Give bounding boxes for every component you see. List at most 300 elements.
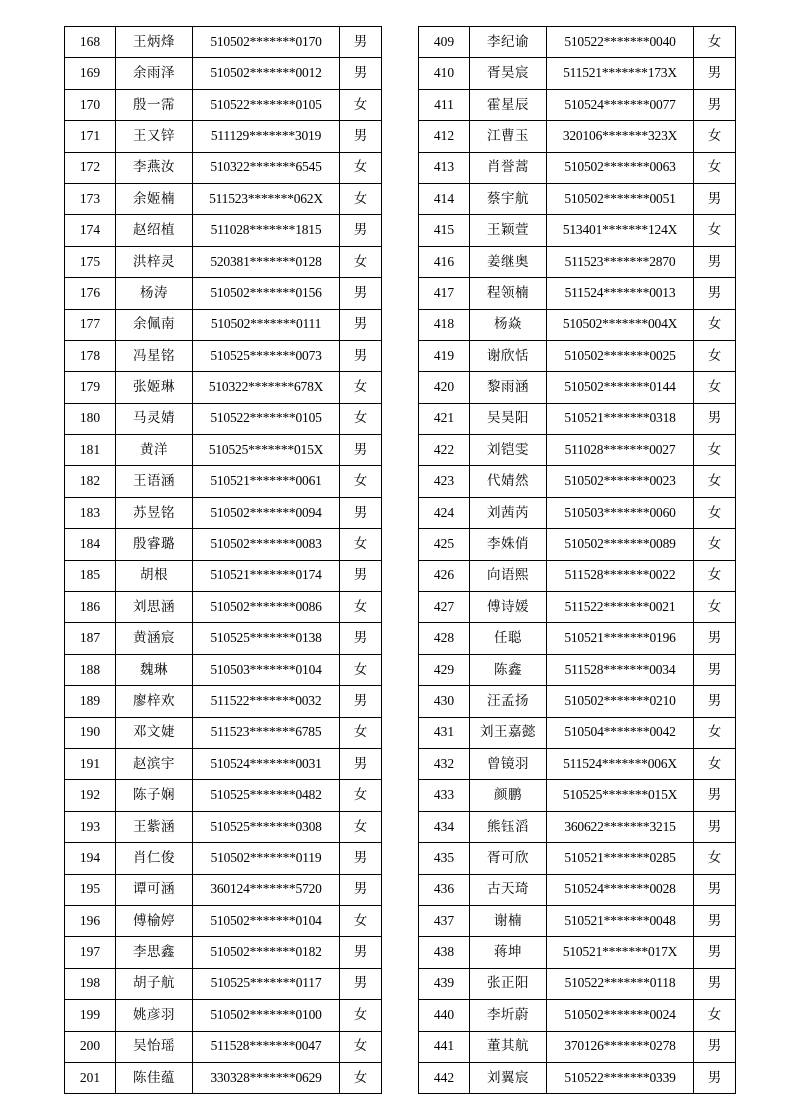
- cell-name: 冯星铭: [116, 340, 193, 371]
- cell-name: 肖仁俊: [116, 843, 193, 874]
- cell-id-number: 511524*******006X: [547, 748, 694, 779]
- table-row: [419, 968, 736, 999]
- table-row: [419, 1031, 736, 1062]
- cell-sex: 女: [340, 780, 382, 811]
- cell-name: 代婧然: [470, 466, 547, 497]
- cell-name: 杨涛: [116, 278, 193, 309]
- cell-sequence: 184: [65, 529, 116, 560]
- cell-sex: 男: [694, 403, 736, 434]
- cell-sequence: 435: [419, 843, 470, 874]
- cell-sex: 女: [340, 89, 382, 120]
- cell-name: 霍星辰: [470, 89, 547, 120]
- cell-sequence: 431: [419, 717, 470, 748]
- cell-sequence: 433: [419, 780, 470, 811]
- cell-sequence: 189: [65, 686, 116, 717]
- table-row: [419, 278, 736, 309]
- cell-name: 李燕汝: [116, 152, 193, 183]
- cell-sequence: 434: [419, 811, 470, 842]
- cell-sequence: 170: [65, 89, 116, 120]
- cell-id-number: 320106*******323X: [547, 121, 694, 152]
- cell-sex: 女: [340, 592, 382, 623]
- cell-sex: 男: [694, 58, 736, 89]
- cell-sequence: 413: [419, 152, 470, 183]
- cell-name: 余佩南: [116, 309, 193, 340]
- cell-name: 李姝俏: [470, 529, 547, 560]
- cell-id-number: 510502*******0104: [193, 905, 340, 936]
- cell-name: 曾镜羽: [470, 748, 547, 779]
- cell-sequence: 180: [65, 403, 116, 434]
- cell-sex: 女: [340, 811, 382, 842]
- cell-sequence: 416: [419, 246, 470, 277]
- table-row: [419, 183, 736, 214]
- cell-id-number: 510502*******0023: [547, 466, 694, 497]
- cell-id-number: 510322*******6545: [193, 152, 340, 183]
- cell-sequence: 176: [65, 278, 116, 309]
- cell-id-number: 510503*******0060: [547, 497, 694, 528]
- cell-id-number: 510502*******004X: [547, 309, 694, 340]
- cell-id-number: 510521*******0061: [193, 466, 340, 497]
- cell-sex: 女: [340, 1062, 382, 1093]
- cell-sex: 男: [694, 937, 736, 968]
- cell-sex: 男: [694, 183, 736, 214]
- cell-id-number: 510521*******0318: [547, 403, 694, 434]
- cell-id-number: 510502*******0024: [547, 1000, 694, 1031]
- table-row: [419, 246, 736, 277]
- cell-id-number: 510502*******0170: [193, 27, 340, 58]
- cell-sex: 男: [340, 121, 382, 152]
- cell-sequence: 425: [419, 529, 470, 560]
- cell-sex: 男: [694, 780, 736, 811]
- cell-sex: 男: [694, 246, 736, 277]
- cell-sequence: 186: [65, 592, 116, 623]
- table-row: [65, 968, 382, 999]
- table-row: [65, 937, 382, 968]
- cell-sex: 女: [694, 748, 736, 779]
- cell-sex: 女: [694, 340, 736, 371]
- table-row: [65, 623, 382, 654]
- cell-name: 傅诗媛: [470, 592, 547, 623]
- roster-tables-container: [79, 26, 722, 1094]
- cell-id-number: 510525*******0308: [193, 811, 340, 842]
- cell-sex: 女: [694, 497, 736, 528]
- cell-sex: 女: [340, 246, 382, 277]
- roster-table-right-body: [419, 27, 736, 1094]
- cell-sex: 男: [340, 309, 382, 340]
- table-row: [419, 466, 736, 497]
- cell-name: 傅榆婷: [116, 905, 193, 936]
- table-row: [65, 246, 382, 277]
- cell-id-number: 510322*******678X: [193, 372, 340, 403]
- table-row: [65, 748, 382, 779]
- table-row: [419, 27, 736, 58]
- cell-sex: 男: [340, 560, 382, 591]
- cell-id-number: 510525*******0117: [193, 968, 340, 999]
- cell-id-number: 510521*******017X: [547, 937, 694, 968]
- cell-sequence: 185: [65, 560, 116, 591]
- table-row: [65, 372, 382, 403]
- cell-name: 苏昱铭: [116, 497, 193, 528]
- table-row: [65, 403, 382, 434]
- table-row: [419, 592, 736, 623]
- cell-sequence: 194: [65, 843, 116, 874]
- cell-sex: 女: [340, 466, 382, 497]
- cell-sex: 男: [340, 623, 382, 654]
- cell-name: 余姬楠: [116, 183, 193, 214]
- cell-id-number: 511129*******3019: [193, 121, 340, 152]
- cell-name: 殷一霈: [116, 89, 193, 120]
- cell-sequence: 419: [419, 340, 470, 371]
- table-row: [419, 121, 736, 152]
- cell-sequence: 429: [419, 654, 470, 685]
- table-row: [419, 717, 736, 748]
- cell-id-number: 510502*******0025: [547, 340, 694, 371]
- cell-sex: 女: [694, 152, 736, 183]
- table-row: [419, 937, 736, 968]
- cell-name: 刘思涵: [116, 592, 193, 623]
- cell-name: 王炳烽: [116, 27, 193, 58]
- cell-id-number: 511522*******0021: [547, 592, 694, 623]
- table-row: [419, 623, 736, 654]
- cell-id-number: 510502*******0012: [193, 58, 340, 89]
- cell-id-number: 510522*******0105: [193, 403, 340, 434]
- cell-sequence: 191: [65, 748, 116, 779]
- cell-name: 王又锌: [116, 121, 193, 152]
- cell-sex: 男: [340, 27, 382, 58]
- cell-id-number: 510502*******0144: [547, 372, 694, 403]
- cell-sequence: 441: [419, 1031, 470, 1062]
- roster-table-right: [418, 26, 736, 1094]
- cell-name: 杨焱: [470, 309, 547, 340]
- cell-sex: 男: [694, 905, 736, 936]
- table-row: [65, 1031, 382, 1062]
- cell-sequence: 197: [65, 937, 116, 968]
- table-row: [65, 780, 382, 811]
- cell-sex: 男: [340, 215, 382, 246]
- cell-sequence: 187: [65, 623, 116, 654]
- cell-sequence: 442: [419, 1062, 470, 1093]
- cell-sex: 男: [340, 937, 382, 968]
- cell-sequence: 181: [65, 435, 116, 466]
- cell-sequence: 417: [419, 278, 470, 309]
- cell-name: 邓文婕: [116, 717, 193, 748]
- cell-sequence: 188: [65, 654, 116, 685]
- cell-name: 李思鑫: [116, 937, 193, 968]
- cell-sequence: 415: [419, 215, 470, 246]
- cell-name: 赵绍植: [116, 215, 193, 246]
- table-row: [65, 27, 382, 58]
- cell-id-number: 511522*******0032: [193, 686, 340, 717]
- table-row: [65, 121, 382, 152]
- table-row: [419, 340, 736, 371]
- cell-id-number: 511028*******1815: [193, 215, 340, 246]
- cell-id-number: 360124*******5720: [193, 874, 340, 905]
- cell-name: 陈鑫: [470, 654, 547, 685]
- cell-sequence: 412: [419, 121, 470, 152]
- table-row: [419, 1062, 736, 1093]
- cell-sequence: 414: [419, 183, 470, 214]
- cell-sequence: 411: [419, 89, 470, 120]
- cell-sex: 男: [340, 686, 382, 717]
- cell-sequence: 200: [65, 1031, 116, 1062]
- cell-sex: 女: [340, 372, 382, 403]
- table-row: [419, 843, 736, 874]
- cell-name: 马灵婧: [116, 403, 193, 434]
- table-row: [419, 1000, 736, 1031]
- cell-id-number: 510502*******0100: [193, 1000, 340, 1031]
- cell-id-number: 511521*******173X: [547, 58, 694, 89]
- table-row: [419, 811, 736, 842]
- cell-id-number: 510502*******0094: [193, 497, 340, 528]
- table-row: [65, 152, 382, 183]
- cell-name: 汪孟扬: [470, 686, 547, 717]
- cell-sex: 男: [694, 686, 736, 717]
- cell-sex: 女: [694, 27, 736, 58]
- cell-name: 余雨泽: [116, 58, 193, 89]
- table-row: [65, 58, 382, 89]
- cell-sex: 女: [340, 654, 382, 685]
- cell-name: 魏琳: [116, 654, 193, 685]
- cell-sequence: 428: [419, 623, 470, 654]
- cell-sequence: 437: [419, 905, 470, 936]
- cell-id-number: 511528*******0022: [547, 560, 694, 591]
- roster-table-left-body: [65, 27, 382, 1094]
- cell-sequence: 426: [419, 560, 470, 591]
- cell-name: 谢楠: [470, 905, 547, 936]
- cell-id-number: 510504*******0042: [547, 717, 694, 748]
- cell-sex: 女: [694, 309, 736, 340]
- cell-name: 王语涵: [116, 466, 193, 497]
- cell-id-number: 510525*******015X: [547, 780, 694, 811]
- cell-name: 王颖萱: [470, 215, 547, 246]
- cell-sequence: 409: [419, 27, 470, 58]
- cell-sequence: 432: [419, 748, 470, 779]
- cell-name: 胥可欣: [470, 843, 547, 874]
- table-row: [65, 654, 382, 685]
- cell-sequence: 422: [419, 435, 470, 466]
- cell-sex: 女: [694, 1000, 736, 1031]
- cell-sex: 女: [340, 1031, 382, 1062]
- cell-sequence: 423: [419, 466, 470, 497]
- table-row: [419, 403, 736, 434]
- cell-id-number: 511524*******0013: [547, 278, 694, 309]
- cell-id-number: 511523*******2870: [547, 246, 694, 277]
- cell-sex: 男: [694, 278, 736, 309]
- cell-sex: 男: [340, 340, 382, 371]
- table-row: [419, 748, 736, 779]
- cell-sequence: 196: [65, 905, 116, 936]
- table-row: [65, 717, 382, 748]
- cell-sequence: 179: [65, 372, 116, 403]
- cell-sex: 男: [694, 811, 736, 842]
- cell-sex: 女: [694, 372, 736, 403]
- table-row: [419, 215, 736, 246]
- table-row: [419, 686, 736, 717]
- cell-sequence: 418: [419, 309, 470, 340]
- cell-sex: 男: [340, 874, 382, 905]
- cell-sequence: 424: [419, 497, 470, 528]
- cell-id-number: 511523*******062X: [193, 183, 340, 214]
- table-row: [65, 278, 382, 309]
- cell-id-number: 510502*******0051: [547, 183, 694, 214]
- cell-sex: 男: [694, 623, 736, 654]
- cell-sequence: 430: [419, 686, 470, 717]
- table-row: [65, 309, 382, 340]
- cell-sex: 女: [340, 717, 382, 748]
- cell-sex: 男: [340, 968, 382, 999]
- cell-name: 熊钰滔: [470, 811, 547, 842]
- cell-name: 李圻蔚: [470, 1000, 547, 1031]
- cell-sex: 女: [694, 843, 736, 874]
- cell-name: 李纪谕: [470, 27, 547, 58]
- cell-name: 刘翼宸: [470, 1062, 547, 1093]
- table-row: [65, 1062, 382, 1093]
- cell-sequence: 171: [65, 121, 116, 152]
- cell-sex: 女: [694, 466, 736, 497]
- table-row: [65, 686, 382, 717]
- cell-id-number: 510502*******0119: [193, 843, 340, 874]
- cell-id-number: 510502*******0086: [193, 592, 340, 623]
- cell-sequence: 201: [65, 1062, 116, 1093]
- cell-name: 胥昊宸: [470, 58, 547, 89]
- cell-sequence: 439: [419, 968, 470, 999]
- cell-name: 赵滨宇: [116, 748, 193, 779]
- table-row: [419, 560, 736, 591]
- cell-sequence: 427: [419, 592, 470, 623]
- cell-sex: 女: [694, 215, 736, 246]
- table-row: [65, 874, 382, 905]
- cell-sex: 女: [694, 560, 736, 591]
- table-row: [419, 654, 736, 685]
- cell-sex: 女: [694, 529, 736, 560]
- cell-id-number: 510502*******0210: [547, 686, 694, 717]
- cell-sex: 女: [340, 905, 382, 936]
- cell-sex: 女: [340, 1000, 382, 1031]
- cell-sequence: 174: [65, 215, 116, 246]
- roster-table-left: [64, 26, 382, 1094]
- cell-id-number: 510502*******0111: [193, 309, 340, 340]
- table-row: [65, 183, 382, 214]
- cell-id-number: 511528*******0047: [193, 1031, 340, 1062]
- cell-sequence: 199: [65, 1000, 116, 1031]
- cell-sequence: 175: [65, 246, 116, 277]
- table-row: [65, 89, 382, 120]
- table-row: [419, 529, 736, 560]
- cell-name: 洪梓灵: [116, 246, 193, 277]
- cell-name: 颜鹏: [470, 780, 547, 811]
- cell-sex: 男: [694, 1062, 736, 1093]
- cell-sex: 男: [340, 278, 382, 309]
- cell-id-number: 510522*******0339: [547, 1062, 694, 1093]
- cell-sex: 女: [340, 403, 382, 434]
- cell-name: 王紫涵: [116, 811, 193, 842]
- table-row: [65, 340, 382, 371]
- cell-id-number: 510502*******0083: [193, 529, 340, 560]
- cell-id-number: 510524*******0077: [547, 89, 694, 120]
- cell-sequence: 193: [65, 811, 116, 842]
- table-row: [419, 372, 736, 403]
- cell-name: 吴昊阳: [470, 403, 547, 434]
- table-row: [419, 780, 736, 811]
- cell-sex: 女: [340, 183, 382, 214]
- cell-name: 谢欣恬: [470, 340, 547, 371]
- cell-sex: 男: [694, 89, 736, 120]
- cell-sequence: 195: [65, 874, 116, 905]
- table-row: [65, 466, 382, 497]
- cell-sex: 男: [340, 497, 382, 528]
- table-row: [419, 905, 736, 936]
- table-row: [419, 309, 736, 340]
- cell-id-number: 511528*******0034: [547, 654, 694, 685]
- cell-sequence: 410: [419, 58, 470, 89]
- cell-id-number: 510525*******0138: [193, 623, 340, 654]
- cell-id-number: 510524*******0028: [547, 874, 694, 905]
- cell-sex: 女: [694, 121, 736, 152]
- cell-name: 胡子航: [116, 968, 193, 999]
- table-row: [65, 811, 382, 842]
- cell-sequence: 190: [65, 717, 116, 748]
- cell-id-number: 510525*******0482: [193, 780, 340, 811]
- cell-id-number: 511028*******0027: [547, 435, 694, 466]
- table-row: [419, 152, 736, 183]
- table-row: [419, 435, 736, 466]
- cell-name: 刘铠雯: [470, 435, 547, 466]
- cell-id-number: 510524*******0031: [193, 748, 340, 779]
- table-row: [419, 89, 736, 120]
- cell-name: 殷睿璐: [116, 529, 193, 560]
- table-row: [419, 497, 736, 528]
- cell-sequence: 421: [419, 403, 470, 434]
- cell-sequence: 172: [65, 152, 116, 183]
- cell-name: 吴怡瑶: [116, 1031, 193, 1062]
- cell-sequence: 178: [65, 340, 116, 371]
- cell-name: 黄洋: [116, 435, 193, 466]
- cell-id-number: 510522*******0040: [547, 27, 694, 58]
- cell-name: 陈子娴: [116, 780, 193, 811]
- cell-name: 姚彦羽: [116, 1000, 193, 1031]
- cell-name: 张正阳: [470, 968, 547, 999]
- table-row: [65, 497, 382, 528]
- cell-name: 刘茜芮: [470, 497, 547, 528]
- cell-sex: 男: [340, 748, 382, 779]
- cell-sequence: 173: [65, 183, 116, 214]
- cell-sex: 男: [340, 58, 382, 89]
- table-row: [65, 843, 382, 874]
- cell-name: 向语熙: [470, 560, 547, 591]
- cell-id-number: 510522*******0105: [193, 89, 340, 120]
- cell-id-number: 360622*******3215: [547, 811, 694, 842]
- table-row: [65, 529, 382, 560]
- cell-sex: 男: [694, 654, 736, 685]
- cell-name: 陈佳蕴: [116, 1062, 193, 1093]
- cell-sequence: 169: [65, 58, 116, 89]
- cell-name: 廖梓欢: [116, 686, 193, 717]
- cell-name: 董其航: [470, 1031, 547, 1062]
- cell-id-number: 330328*******0629: [193, 1062, 340, 1093]
- cell-id-number: 510502*******0089: [547, 529, 694, 560]
- cell-id-number: 510521*******0174: [193, 560, 340, 591]
- cell-sex: 女: [694, 592, 736, 623]
- cell-id-number: 510521*******0285: [547, 843, 694, 874]
- cell-sex: 女: [694, 717, 736, 748]
- table-row: [65, 560, 382, 591]
- cell-id-number: 510521*******0196: [547, 623, 694, 654]
- cell-name: 姜继奥: [470, 246, 547, 277]
- cell-id-number: 510502*******0063: [547, 152, 694, 183]
- cell-sex: 女: [340, 529, 382, 560]
- cell-name: 蔡宇航: [470, 183, 547, 214]
- cell-sex: 男: [340, 435, 382, 466]
- cell-id-number: 513401*******124X: [547, 215, 694, 246]
